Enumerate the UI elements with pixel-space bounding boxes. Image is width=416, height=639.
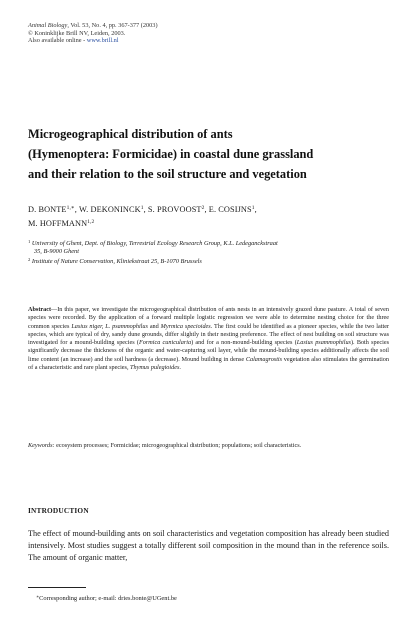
author-name: D. BONTE <box>28 205 67 214</box>
abstract-label: Abstract <box>28 306 52 313</box>
footnote-corresponding-author: ∗Corresponding author; e-mail: dries.bonte@UGent.be <box>36 594 177 602</box>
author-list: D. $BONTE^{1,∗}$, W. DEKONINCK$^1$, S. PROVOOST$^2$, E. COSIJNS$^1$, M. HOFFMANN$^{1,2}$ <box>28 205 257 228</box>
section-heading-introduction: INTRODUCTION <box>28 506 89 515</box>
journal-online: Also available online - www.brill.nl <box>28 37 119 45</box>
abstract: Abstract—In this paper, we investigate the microgeographical distribution of ants nests in an intensively grazed dune pasture. A total of seven species were recorded. By the application of a forward multiple logistic regression we were able to determine nesting choice for the three common species Lasius niger, L. psammophilus and Myrmica specioides. The first could be identified as a pioneer species, while the two latter species, which are typical of dry, sandy dune grounds, differ slightly in their nesting preference. The effect of nest building on soil structure was investigated for a mound-building species (Formica cunicularia) and for a non-mound-building species (Lasius psammophilus). Both species significantly decrease the thickness of the organic and water-capturing soil layer, while the mound-building species additionally affects the soil lime content (an increase) and the soil hardness (a decrease). Mound building in dense Calamagrostis vegetation also stimulates the germination of a characteristic and rare plant species, Thymus pulegioides. <box>28 306 390 371</box>
affiliation-1: $^1$ University of Ghent, Dept. of Biology, Terrestrial Ecology Research Group, K.L. Ledeganckstraat <box>28 239 278 247</box>
author-name: , W. DEKONINCK <box>74 205 141 214</box>
footnote-divider <box>28 587 86 588</box>
journal-copyright: © Koninklijke Brill NV, Leiden, 2003. <box>28 29 126 37</box>
journal-header <box>28 22 158 45</box>
author-name: , E. COSIJNS <box>204 205 252 214</box>
keywords-label: Keywords: <box>28 442 55 449</box>
author-name: , S. PROVOOST <box>143 205 202 214</box>
keywords: Keywords: ecosystem processes; Formicidae; microgeographical distribution; populations; soil characteristics. <box>28 442 302 449</box>
affiliations: $^1$ University of Ghent, Dept. of Biology, Terrestrial Ecology Research Group, K.L. Ledeganckstraat 35, B-9000 Ghent $^2$ Institute of Nature Conservation, Kliniekstraat 25, B-1070 Brussels <box>28 238 398 266</box>
journal-url-link[interactable]: www.brill.nl <box>86 37 119 45</box>
author-name: M. HOFFMANN <box>28 219 88 228</box>
journal-citation: Animal Biology, Vol. 53, No. 4, pp. 367-377 (2003) <box>28 22 158 29</box>
introduction-paragraph: The effect of mound-building ants on soil characteristics and vegetation composition has already been studied intensively. Most studies suggest a totally different soil composition in the mound than in the reference soils. The amount of organic matter, <box>28 529 389 562</box>
affiliation-2: $^2$ Institute of Nature Conservation, Kliniekstraat 25, B-1070 Brussels <box>28 257 202 265</box>
journal-name: Animal Biology <box>28 22 68 29</box>
paper-title: Microgeographical distribution of ants (Hymenoptera: Formicidae) in coastal dune grassland and their relation to the soil structure and vegetation <box>28 127 314 181</box>
